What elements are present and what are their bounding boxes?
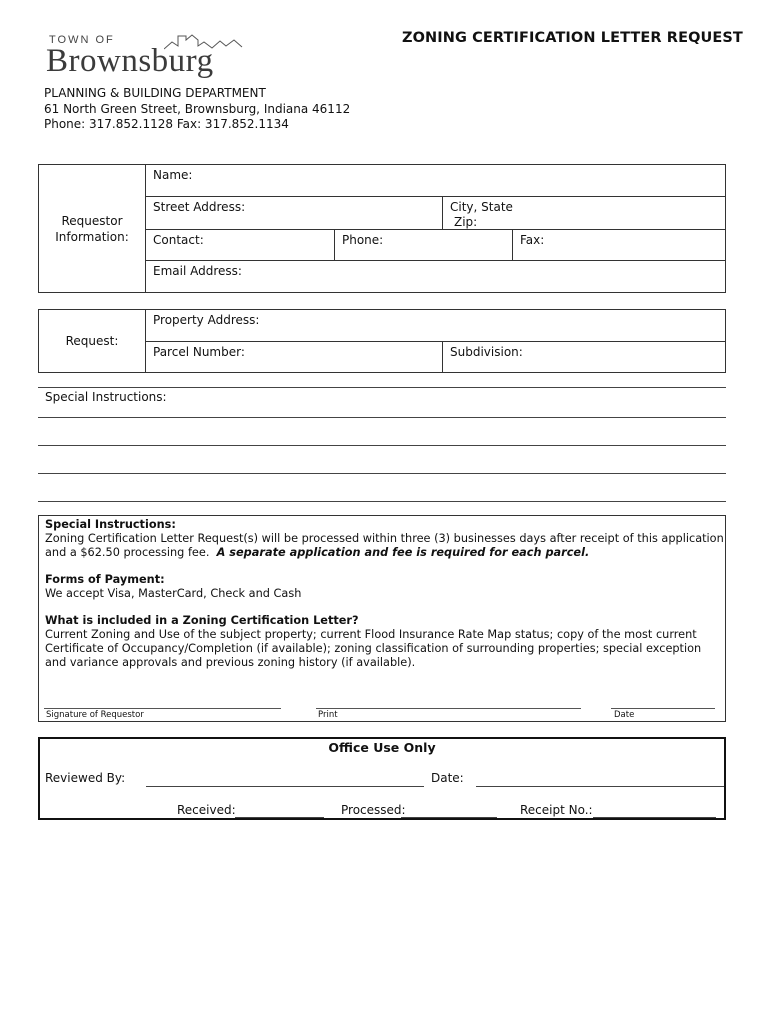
phone-field[interactable]: Phone: xyxy=(334,229,513,261)
requestor-label: Requestor Information: xyxy=(55,214,129,244)
received-label: Received: xyxy=(177,803,236,817)
logo-brownsburg: Brownsburg xyxy=(46,43,214,79)
logo-town-of: TOWN OF xyxy=(49,34,115,46)
received-line[interactable] xyxy=(235,817,324,818)
processed-label: Processed: xyxy=(341,803,406,817)
info-text xyxy=(45,518,725,670)
request-label: Request: xyxy=(65,334,119,348)
print-label: Print xyxy=(318,710,338,720)
signature-label: Signature of Requestor xyxy=(46,710,144,720)
processed-line[interactable] xyxy=(401,817,497,818)
info-heading-included: What is included in a Zoning Certification Letter? xyxy=(45,614,359,627)
skyline-icon xyxy=(164,32,244,50)
special-instructions-label: Special Instructions: xyxy=(45,390,167,404)
department-address: 61 North Green Street, Brownsburg, Indiana 46112 xyxy=(44,101,351,116)
fax-field[interactable]: Fax: xyxy=(512,229,726,261)
special-instructions-line[interactable] xyxy=(38,501,726,502)
special-instructions-line[interactable] xyxy=(38,445,726,446)
form-title: ZONING CERTIFICATION LETTER REQUEST xyxy=(402,30,743,46)
property-address-field[interactable]: Property Address: xyxy=(145,309,726,342)
date-line[interactable] xyxy=(611,708,715,709)
department-address-block xyxy=(44,86,350,133)
subdivision-field[interactable]: Subdivision: xyxy=(442,341,726,373)
reviewed-by-line[interactable] xyxy=(146,786,424,787)
city-state-zip-field[interactable]: City, State Zip: xyxy=(442,196,726,230)
receipt-no-label: Receipt No.: xyxy=(520,803,593,817)
town-logo xyxy=(46,32,246,84)
special-instructions-line[interactable] xyxy=(38,417,726,418)
print-line[interactable] xyxy=(316,708,581,709)
info-payment-text: We accept Visa, MasterCard, Check and Cash xyxy=(45,587,302,600)
special-instructions-line xyxy=(38,387,726,388)
parcel-number-field[interactable]: Parcel Number: xyxy=(145,341,443,373)
signature-line[interactable] xyxy=(44,708,281,709)
office-use-title: Office Use Only xyxy=(328,740,436,755)
contact-field[interactable]: Contact: xyxy=(145,229,335,261)
info-heading-special: Special Instructions: xyxy=(45,518,176,531)
street-address-field[interactable]: Street Address: xyxy=(145,196,443,230)
info-heading-payment: Forms of Payment: xyxy=(45,573,165,586)
office-date-label: Date: xyxy=(431,771,464,785)
reviewed-by-label: Reviewed By: xyxy=(45,771,126,785)
receipt-no-line[interactable] xyxy=(593,817,716,818)
info-processing-text: Zoning Certification Letter Request(s) will be processed within three (3) businesses days after receipt of this application and a $62.50 processing fee. A separate application and fee is required for each parcel. xyxy=(45,532,724,559)
date-label: Date xyxy=(614,710,635,720)
email-field[interactable]: Email Address: xyxy=(145,260,726,293)
name-field[interactable]: Name: xyxy=(145,164,726,197)
info-included-text: Current Zoning and Use of the subject property; current Flood Insurance Rate Map status; copy of the most current Certificate of Occupancy/Completion (if available); zoning classification of surrounding properties; special exception and variance approvals and previous zoning history (if available). xyxy=(45,628,702,669)
department-name: PLANNING & BUILDING DEPARTMENT xyxy=(44,86,266,100)
department-phone-fax: Phone: 317.852.1128 Fax: 317.852.1134 xyxy=(44,117,289,131)
special-instructions-line[interactable] xyxy=(38,473,726,474)
office-date-line[interactable] xyxy=(476,786,724,787)
